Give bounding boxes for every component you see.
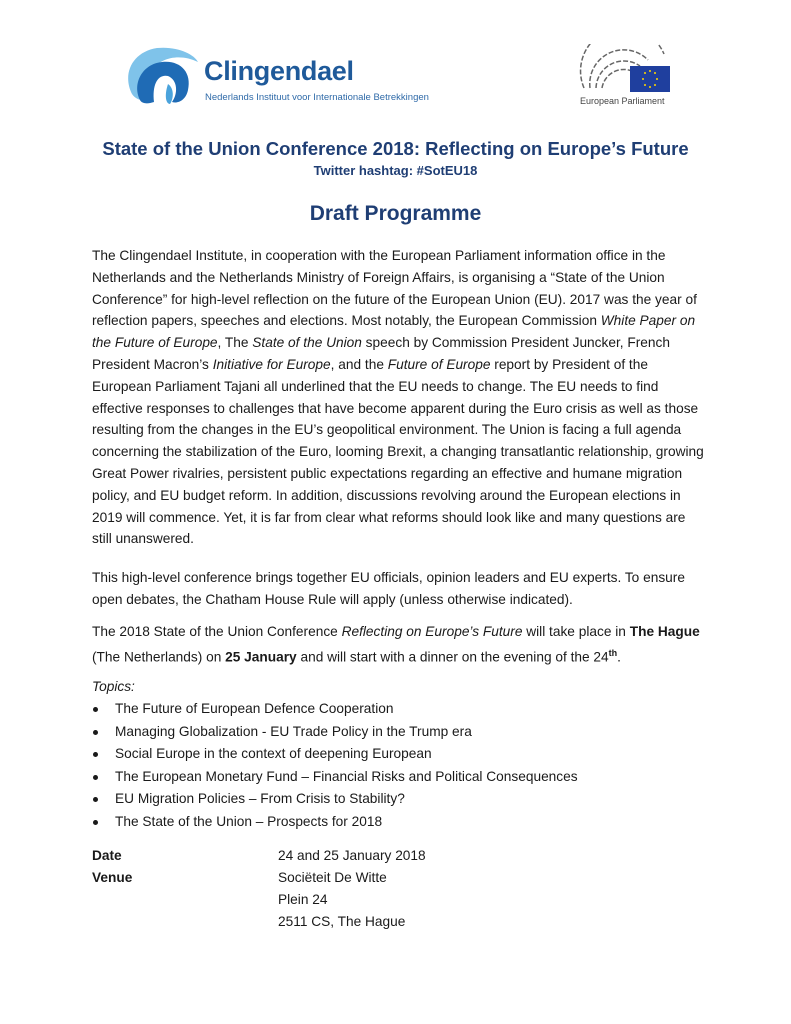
conference-paragraph: This high-level conference brings together EU officials, opinion leaders and EU experts. To ensure open debates, the Chatham House Rule will apply (unless otherwise indicated).: [92, 570, 685, 607]
event-info: [92, 845, 426, 933]
clingendael-name: Clingendael: [204, 56, 354, 86]
clingendael-emblem-icon: [122, 44, 202, 108]
date-value: 24 and 25 January 2018: [278, 848, 426, 863]
draft-programme-heading: Draft Programme: [309, 202, 482, 225]
venue-name: Sociëteit De Witte: [278, 870, 387, 885]
clingendael-logo: [122, 44, 452, 108]
parliament-hemicycle-icon: [578, 44, 670, 94]
venue-label: Venue: [92, 870, 133, 885]
topic-item: EU Migration Policies – From Crisis to Stability?: [92, 788, 704, 811]
intro-paragraph: The Clingendael Institute, in cooperation with the European Parliament information office in the Netherlands and the Netherlands Ministry of Foreign Affairs, is organising a “State of the Union Conference” for high-level reflection on the future of the European Union (EU). 2017 was the year of reflection papers, speeches and elections. Most notably, the European Commission White Paper on the Future of Europe, The State of the Union speech by Commission President Juncker, French President Macron’s Initiative for Europe, and the Future of Europe report by President of the European Parliament Tajani all underlined that the EU needs to change. The EU needs to find effective responses to challenges that have become apparent during the Euro crisis as well as those resulting from the changes in the EU’s geopolitical environment. The Union is facing a full agenda concerning the stabilization of the Euro, looming Brexit, a changing transatlantic relationship, growing Great Power rivalries, persistent public expectations regarding an effective and humane migration policy, and EU budget reform. In addition, discussions revolving around the European elections in 2019 will commence. Yet, it is far from clear what reforms should look like and many questions are still unanswered.: [92, 248, 704, 547]
topic-item: Managing Globalization - EU Trade Policy in the Trump era: [92, 721, 704, 744]
topic-item: The Future of European Defence Cooperation: [92, 698, 704, 721]
twitter-hashtag: Twitter hashtag: #SotEU18: [313, 163, 478, 178]
document-title: State of the Union Conference 2018: Reflecting on Europe’s Future: [102, 138, 689, 159]
topics-list: [92, 698, 704, 833]
venue-street: Plein 24: [278, 892, 328, 907]
topics-label: Topics:: [92, 679, 135, 694]
topic-item: Social Europe in the context of deepening European: [92, 743, 704, 766]
european-parliament-logo: [578, 44, 674, 110]
eu-flag-icon: [630, 66, 670, 92]
topic-item: The European Monetary Fund – Financial Risks and Political Consequences: [92, 766, 704, 789]
topics-section: [92, 676, 704, 833]
european-parliament-name: European Parliament: [580, 96, 665, 106]
location-paragraph: The 2018 State of the Union Conference Reflecting on Europe’s Future will take place in The Hague (The Netherlands) on 25 January and will start with a dinner on the evening of the 24th.: [92, 624, 700, 665]
clingendael-subtitle: Nederlands Instituut voor Internationale Betrekkingen: [205, 92, 429, 103]
date-label: Date: [92, 848, 122, 863]
topic-item: The State of the Union – Prospects for 2018: [92, 811, 704, 834]
venue-city: 2511 CS, The Hague: [278, 914, 406, 929]
